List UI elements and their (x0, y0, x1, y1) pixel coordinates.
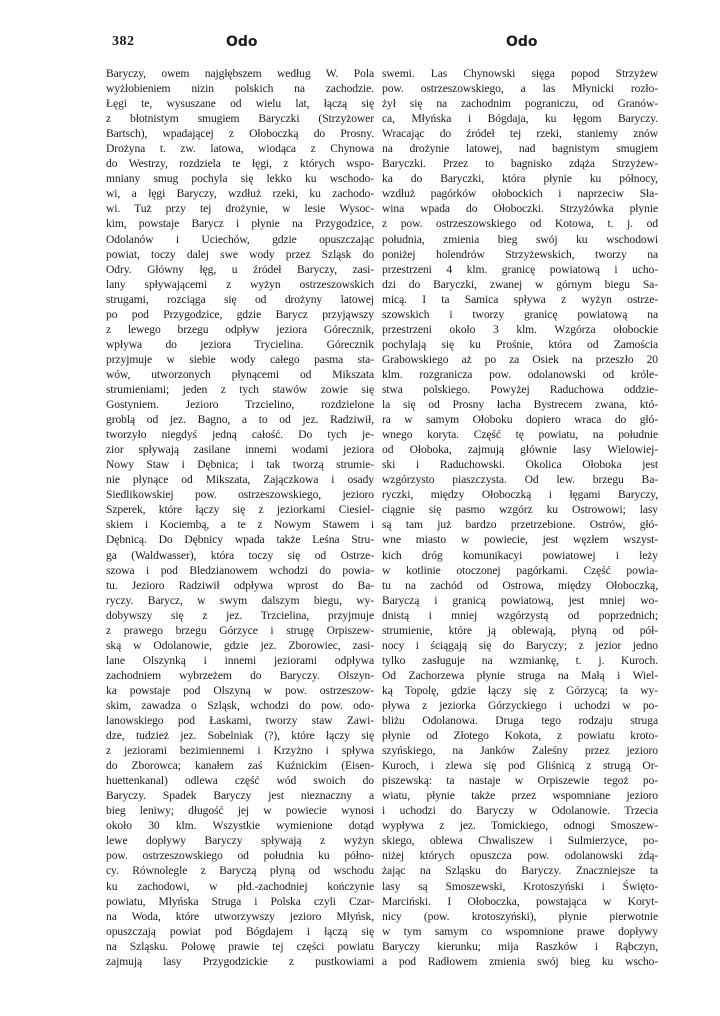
text-line: lanowskiego pod Łaskami, tworzy staw Zawi- (106, 714, 374, 728)
text-line: dnistą i mniej wzgórzystą od poprzednich; (382, 608, 658, 622)
text-line: pochylają się ku Prośnie, która od Zamościa (382, 337, 658, 351)
text-line: szyńskiego, na Janków Zaleśny przez jezioro (382, 744, 658, 758)
text-line: mniany smug pochyla się lekko ku wschodo- (106, 172, 374, 186)
text-line: Drożyna t. zw. latowa, wiodąca z Chynowa (106, 142, 374, 156)
running-head-left: Odo (226, 34, 258, 50)
text-line: szowa i pod Bledzianowem wchodzi do powia- (106, 563, 374, 577)
text-line: Dębnicą. Do Dębnicy wpada także Leśna Stru- (106, 533, 374, 547)
text-line: niżej których opuszcza pow. odolanowski zdą- (382, 849, 658, 863)
text-line: Grabowskiego aż po za Osiek na przeszło 20 (382, 352, 658, 366)
text-line: lany spływającemi z wyżyn ostrzeszowskich (106, 277, 374, 291)
text-line: Baryczą i granicą powiatową, jest mniej wo- (382, 593, 658, 607)
text-line: są tam już bardzo przetrzebione. Ostrów, głó- (382, 518, 658, 532)
text-line: wiatu, płynie także przez wspomniane jezioro (382, 789, 658, 803)
text-line: bieg leniwy; długość jej w powiecie wynosi (106, 804, 374, 818)
text-line: ca, Młyńska i Bógdaja, ku łęgom Baryczy. (382, 112, 658, 126)
text-line: wów, utworzonych płynącemi od Mikszata (106, 367, 374, 381)
text-line: skiem i Kociembą, a te z Nowym Stawem i (106, 518, 374, 532)
text-line: Odolanów i Uciechów, gdzie opuszczając (106, 232, 374, 246)
text-line: wne miasto w powiecie, jest węzłem wszyst- (382, 533, 658, 547)
text-line: z prawego brzegu Górzyce i strugę Orpiszew- (106, 623, 374, 637)
text-line: powiatu, Młyńska Struga i Polska czyli Czar- (106, 894, 374, 908)
text-line: Baryczy kierunku; mija Raszków i Rąbczyn, (382, 939, 658, 953)
text-line: strumieniami; jeden z tych stawów zowie się (106, 382, 374, 396)
text-line: od Ołoboka, zajmują głównie lasy Wielowiej- (382, 443, 658, 457)
text-line: Wracając do źródeł tej rzeki, staniemy znów (382, 127, 658, 141)
page-header (112, 34, 672, 56)
text-line: tylko zasługuje na wzmiankę, t. j. Kuroch. (382, 653, 658, 667)
text-line: Bartsch), wpadającej z Ołoboczką do Prosny. (106, 127, 374, 141)
text-line: Baryczy, owem najgłębszem według W. Pola (106, 67, 374, 80)
text-line: tu na zachód od Ostrowa, między Ołoboczką, (382, 578, 658, 592)
text-line: wi, a łęgi Baryczy, wzdłuż rzeki, ku zachodo- (106, 187, 374, 201)
page-number: 382 (112, 34, 135, 49)
text-line: ra w samym Ołoboku dopiero wraca do głó- (382, 413, 658, 427)
text-line: powiat, toczy dalej swe wody przez Szląsk do (106, 247, 374, 261)
text-line: Szperek, które łączy się z jeziorkami Ciesiel- (106, 503, 374, 517)
text-line: wzgórzysto piaszczysta. Od lew. brzegu Ba- (382, 473, 658, 487)
text-line: pow. ostrzeszowskiego, a las Młynicki rozło- (382, 82, 658, 96)
text-line: Odry. Główny łęg, u źródeł Baryczy, zasi- (106, 262, 374, 276)
text-line: opuszczają powiat pod Bógdajem i łączą się (106, 924, 374, 938)
text-line: Od Zachorzewa płynie struga na Małą i Wiel- (382, 668, 658, 682)
text-line: Kuroch, i zlewa się pod Gliśnicą z strugą Or- (382, 759, 658, 773)
text-line: poniżej holendrów Strzyżewskich, tworzy na (382, 247, 658, 261)
text-line: i uchodzi do Baryczy w Odolanowie. Trzecia (382, 804, 658, 818)
text-line: południa, zmienia bieg swój ku wschodowi (382, 232, 658, 246)
text-line: wnego koryta. Część tę powiatu, na południe (382, 428, 658, 442)
text-line: szowskich i tworzy granicę powiatową na (382, 307, 658, 321)
text-line: strugami, rozciąga się od drożyny latowej (106, 292, 374, 306)
text-line: ciągnie się pasmo wzgórz ku Ostrowowi; lasy (382, 503, 658, 517)
text-line: strumienie, które ją oblewają, płyną od pół- (382, 623, 658, 637)
text-line: wyżłobieniem nizin polskich na zachodzie. (106, 82, 374, 96)
text-line: lasy są Smoszewski, Krotoszyński i Święto- (382, 879, 658, 893)
text-line: wina wpada do Ołoboczki. Strzyżówka płynie (382, 202, 658, 216)
text-line: nicy (pow. krotoszyński), płynie pierwotnie (382, 909, 658, 923)
text-line: bliżu Odolanowa. Druga tego rodzaju struga (382, 714, 658, 728)
text-line: zior spływają zasilane innemi wodami jeziora (106, 443, 374, 457)
text-line: skiego, oblewa Chwaliszew i Sulmierzyce, po- (382, 834, 658, 848)
text-line: do Zborowca; kanałem zaś Kuźnickim (Eisen- (106, 759, 374, 773)
text-line: przyjmuje w siebie wody całego pasma sta- (106, 352, 374, 366)
text-line: na Szląsku. Połowę prawie tej części powiatu (106, 939, 374, 953)
text-line: piszewską: ta nastaje w Orpiszewie tegoż po- (382, 774, 658, 788)
text-line: wi. Tuż przy tej drożynie, w lesie Wysoc- (106, 202, 374, 216)
text-line: ską w Odolanowie, gdzie jez. Zborowiec, zasi- (106, 638, 374, 652)
text-line: stwa polskiego. Powyżej Raduchowa oddzie- (382, 382, 658, 396)
text-line: przestrzeni 4 klm. granicę powiatową i ucho- (382, 262, 658, 276)
text-line: Marciński. I Ołoboczka, powstająca w Koryt- (382, 894, 658, 908)
text-line: dobywszy się z jez. Trzcielina, przyjmuje (106, 608, 374, 622)
text-line: płynie od Złotego Kokota, z powiatu kroto- (382, 729, 658, 743)
text-line: w tym samym co wspomnione prawe dopływy (382, 924, 658, 938)
text-line: zajmują lasy Przygodzickie z pustkowiami (106, 954, 374, 968)
text-line: nocy i ściągają się do Baryczy; z jezior jedno (382, 638, 658, 652)
text-line: kich dróg komunikacyi powiatowej i leży (382, 548, 658, 562)
text-line: lewe dopływy Baryczy spływają z wyżyn (106, 834, 374, 848)
running-head-right: Odo (506, 34, 538, 50)
text-line: ryczki, między Ołoboczką i łęgami Baryczy, (382, 488, 658, 502)
text-line: micą. I ta Samica spływa z wyżyn ostrze- (382, 292, 658, 306)
text-line: dzi do Baryczki, zwanej w górnym biegu Sa- (382, 277, 658, 291)
text-line: kim, powstaje Barycz i płynie na Przygodzice, (106, 217, 374, 231)
text-line: ką Topolę, gdzie łączy się z Górzycą; ta wy- (382, 683, 658, 697)
text-line: lane Olszynką i innemi jeziorami odpływa (106, 653, 374, 667)
text-line: Baryczki. Przez to bagnisko zdąża Strzyżew- (382, 157, 658, 171)
text-line: klm. rozgranicza pow. odolanowski od króle- (382, 367, 658, 381)
text-line: z jeziorami bezimiennemi i Krzyżno i spływa (106, 744, 374, 758)
text-line: huettenkanal) odlewa część wód swoich do (106, 774, 374, 788)
text-line: la się od Prosny łacha Bystrecem zwana, któ- (382, 398, 658, 412)
text-column-left (106, 66, 374, 968)
text-line: na drożynie latowej, nad bagnistym smugiem (382, 142, 658, 156)
text-line: pływa z jeziorka Górzyckiego i uchodzi w po- (382, 698, 658, 712)
text-line: po pod Przygodzice, gdzie Barycz przyjąwszy (106, 307, 374, 321)
text-line: Gostyniem. Jezioro Trzcielino, rozdzielone (106, 398, 374, 412)
text-line: żył się na zachodnim pograniczu, od Granów- (382, 97, 658, 111)
text-line: Łęgi te, wysuszane od wielu lat, łączą się (106, 97, 374, 111)
text-line: żając na Szląsku do Baryczy. Znaczniejsze ta (382, 864, 658, 878)
text-line: ski i Raduchowski. Okolica Ołoboka jest (382, 458, 658, 472)
text-line: do Westrzy, rozdziela te łęgi, z których wspo- (106, 157, 374, 171)
text-line: ku zachodowi, w płd.-zachodniej kończynie (106, 879, 374, 893)
text-line: ga (Waldwasser), która toczy się od Ostrze- (106, 548, 374, 562)
text-line: cy. Równolegle z Baryczą płyną od wschodu (106, 864, 374, 878)
text-line: ka do Baryczki, która płynie ku północy, (382, 172, 658, 186)
text-line: przestrzeni około 3 klm. Wzgórza ołobockie (382, 322, 658, 336)
text-line: ryczy. Barycz, w swym dalszym biegu, wy- (106, 593, 374, 607)
text-line: z pow. ostrzeszowskiego od Kotowa, t. j. od (382, 217, 658, 231)
text-line: pow. ostrzeszowskiego od południa ku półno- (106, 849, 374, 863)
text-line: tu. Jezioro Radziwił odpływa wprost do Ba- (106, 578, 374, 592)
text-line: a pod Radłowem zmienia swój bieg ku wscho- (382, 954, 658, 968)
text-line: skim, zawadza o Szląsk, wchodzi do pow. odo- (106, 698, 374, 712)
text-line: ka powstaje pod Olszyną w pow. ostrzeszow- (106, 683, 374, 697)
text-line: wypływa z jez. Tomickiego, odnogi Smoszew- (382, 819, 658, 833)
text-line: wzdłuż pagórków ołobockich i naprzeciw Sła- (382, 187, 658, 201)
text-line: Siedlikowskiej pow. ostrzeszowskiego, jezioro (106, 488, 374, 502)
text-line: w kotlinie otoczonej pagórkami. Część powia- (382, 563, 658, 577)
text-line: z błotnistym smugiem Baryczki (Strzyżower (106, 112, 374, 126)
text-line: zachodniem wybrzeżem do Baryczy. Olszyn- (106, 668, 374, 682)
text-line: groblą od jez. Bagno, a to od jez. Radziwił, (106, 413, 374, 427)
text-line: Baryczy. Spadek Baryczy jest nieznaczny a (106, 789, 374, 803)
text-column-right (382, 66, 658, 968)
text-line: około 30 klm. Wszystkie wymienione dotąd (106, 819, 374, 833)
text-line: z lewego brzegu odpływ jeziora Górecznik, (106, 322, 374, 336)
text-line: na Woda, które utworzywszy jezioro Młyńsk, (106, 909, 374, 923)
text-line: wpływa do jeziora Trycielina. Górecznik (106, 337, 374, 351)
text-line: nie płynące od Mikszata, Zajączkowa i osady (106, 473, 374, 487)
text-line: tworzyło niegdyś jedną całość. Do tych je- (106, 428, 374, 442)
text-line: swemi. Las Chynowski sięga popod Strzyżew (382, 67, 658, 80)
text-line: dze, tudzież jez. Sobelniak (?), które łączy się (106, 729, 374, 743)
text-line: Nowy Staw i Dębnica; i tak tworzą strumie- (106, 458, 374, 472)
